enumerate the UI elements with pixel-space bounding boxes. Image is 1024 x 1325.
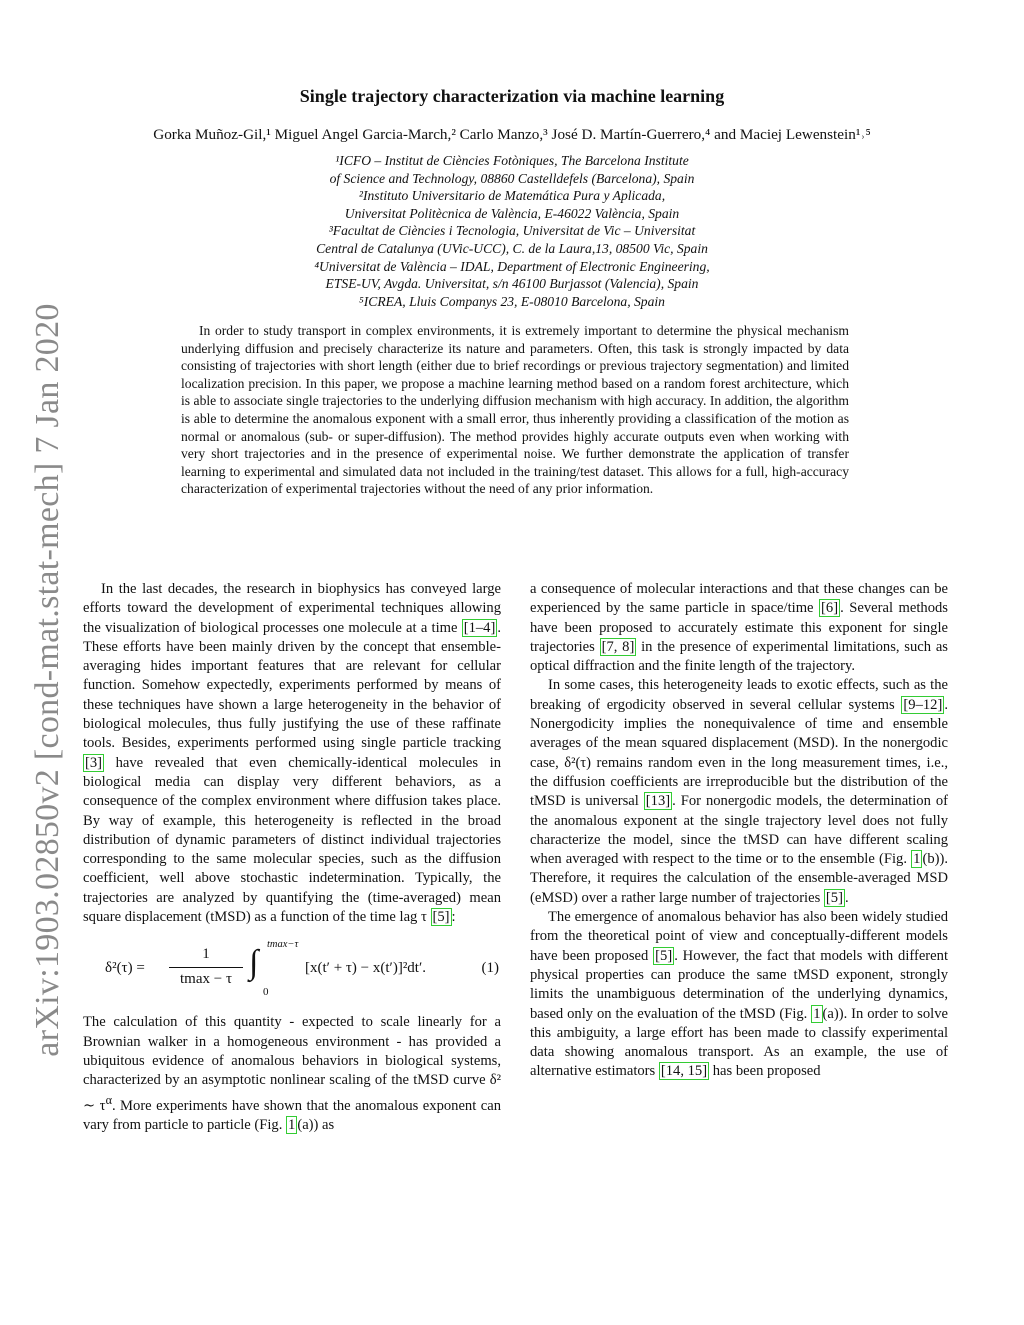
text-span: in the presence of experimental limitations, such as optical diffraction and the finite length of the trajectory. (530, 638, 948, 675)
equation-denominator: tmax − τ (180, 970, 232, 987)
intro-paragraph-5 (530, 908, 948, 1082)
integral-upper-limit: tmax−τ (267, 939, 299, 951)
text-span: have revealed that even chemically-identical molecules in biological media can display very different behaviors, as a consequence of the complex environment where diffusion takes place. By way of example, this heterogeneity is reflected in the broad distribution of dynamic parameters of distinct individual trajectories corresponding to the same molecular species, such as the diffusion coefficient, well above stochastic indetermination. Typically, the trajectories are analyzed by quantifying the (time-averaged) mean square displacement (tMSD) as a function of the time lag τ (83, 754, 501, 926)
integral-lower-limit: 0 (263, 986, 269, 999)
text-span: . However, the fact that models with different physical properties can produce the same tMSD exponent, strongly limits the unambiguous determination of the underlying dynamics, based only on the evaluation of the tMSD (Fig. (530, 947, 948, 1022)
equation-fraction (169, 945, 243, 989)
right-column (530, 580, 948, 1082)
author-list: Gorka Muñoz-Gil,¹ Miguel Angel Garcia-March,² Carlo Manzo,³ José D. Martín-Guerrero,⁴ and Maciej Lewenstein¹˒⁵ (153, 126, 871, 143)
affiliation-line: ETSE-UV, Avgda. Universitat, s/n 46100 Burjassot (Valencia), Spain (325, 276, 699, 292)
affiliation-line: Central de Catalunya (UVic-UCC), C. de la Laura,13, 08500 Vic, Spain (316, 240, 708, 256)
figure-link[interactable]: 1 (813, 1005, 821, 1022)
affiliation-line: of Science and Technology, 08860 Castelldefels (Barcelona), Spain (329, 170, 695, 186)
arxiv-id[interactable]: arXiv:1903.02850v2 [cond-mat.stat-mech] 7 Jan 2020 (29, 303, 66, 1057)
text-span: The emergence of anomalous behavior has also been widely studied from the theoretical point of view and conceptually-different models have been proposed (530, 909, 948, 964)
equation-1 (83, 937, 501, 1007)
intro-paragraph-1 (83, 580, 501, 927)
text-span: (b)). Therefore, it requires the calculation of the ensemble-averaged MSD (eMSD) over a rather large number of trajectories (530, 851, 948, 906)
text-span: . These efforts have been mainly driven by the concept that ensemble-averaging hides important features that are relevant for cellular function. Somehow expectedly, experiments performed by means of these techniques have shown a large heterogeneity in the behavior of biological molecules, thus fully justifying the use of these raffinate tools. Besides, experiments performed using single particle tracking (83, 619, 501, 752)
abstract: In order to study transport in complex environments, it is extremely important to determine the physical mechanism underlying diffusion and precisely characterize its nature and parameters. Often, this task is strongly impacted by data consisting of trajectories with short length (either due to brief recordings or previous trajectory segmentation) and limited localization precision. In this paper, we propose a machine learning method based on a random forest architecture, which is able to associate single trajectories to the underlying diffusion mechanism with high accuracy. In addition, the algorithm is able to determine the anomalous exponent with a small error, thus inherently providing a classification of the motion as normal or anomalous (sub- or super-diffusion). The method provides highly accurate outputs even when working with very short trajectories and in the presence of experimental noise. We further demonstrate the application of transfer learning to experimental and simulated data not included in the training/test dataset. This allows for a full, high-accuracy characterization of experimental trajectories without the need of any prior information. (181, 323, 849, 497)
citation-link[interactable]: [7, 8] (601, 638, 635, 655)
text-span: (a)) as (297, 1116, 335, 1133)
text-span: : (451, 909, 456, 926)
text-span: The calculation of this quantity - expected to scale linearly for a Brownian walker in a homogeneous environment - has provided a ubiquitous evidence of anomalous behaviors in biological systems, characterized by an asymptotic nonlinear scaling of the tMSD curve δ² ∼ τ (83, 1014, 501, 1114)
figure-link[interactable]: 1 (288, 1116, 296, 1133)
alpha-superscript: α (105, 1092, 112, 1107)
citation-link[interactable]: [5] (655, 947, 673, 964)
equation-integrand: [x(t′ + τ) − x(t′)]²dt′. (305, 960, 427, 977)
equation-number: (1) (481, 960, 499, 977)
citation-link[interactable]: [13] (645, 793, 671, 810)
citation-link[interactable]: [1–4] (463, 619, 496, 636)
citation-link[interactable]: [14, 15] (660, 1063, 708, 1080)
affiliation-line: ²Instituto Universitario de Matemática Pura y Aplicada, (358, 188, 666, 204)
text-span: . Several methods have been proposed to accurately estimate this exponent for single trajectories (530, 600, 948, 655)
text-span: . For nonergodic models, the determination of the anomalous exponent at the single trajectory level does not fully characterize the model, since the tMSD can have different scaling when averaged with respect to the time or to the ensemble (Fig. (530, 793, 948, 868)
citation-link[interactable]: [6] (821, 600, 839, 617)
equation-lhs: δ²(τ) = (105, 960, 145, 977)
intro-paragraph-4 (530, 676, 948, 908)
text-span: . (844, 889, 849, 906)
intro-paragraph-2 (83, 1013, 501, 1135)
affiliations (180, 152, 844, 310)
intro-paragraph-3 (530, 580, 948, 676)
text-span: In the last decades, the research in biophysics has conveyed large efforts toward the development of experimental techniques allowing the visualization of biological processes one molecule at a time (83, 581, 501, 636)
affiliation-line: ³Facultat de Ciències i Tecnologia, Universitat de Vic – Universitat (328, 223, 696, 239)
left-column (83, 580, 501, 1135)
figure-link[interactable]: 1 (913, 851, 921, 868)
citation-link[interactable]: [5] (825, 889, 843, 906)
integral-sign: ∫ (249, 944, 259, 982)
text-span: (a)). In order to solve this ambiguity, a large effort has been made to classify experimental data showing anomalous transport. As an example, the use of alternative estimators (530, 1005, 948, 1080)
affiliation-line: ⁴Universitat de València – IDAL, Department of Electronic Engineering, (314, 258, 710, 274)
paper-title: Single trajectory characterization via machine learning (299, 86, 725, 106)
affiliation-line: ¹ICFO – Institut de Ciències Fotòniques, The Barcelona Institute (335, 153, 689, 168)
citation-link[interactable]: [3] (85, 754, 103, 771)
text-span: . More experiments have shown that the anomalous exponent can vary from particle to particle (Fig. (83, 1097, 501, 1133)
text-span: . Nonergodicity implies the nonequivalence of time and ensemble averages of the mean squared displacement (MSD). In the nonergodic case, δ²(τ) remains random even in the long measurement times, i.e., the diffusion coefficients are irreproducible but the distribution of the tMSD is universal (530, 696, 948, 810)
text-span: has been proposed (709, 1063, 821, 1080)
text-span: a consequence of molecular interactions and that these changes can be experienced by the same particle in space/time (530, 581, 948, 617)
equation-numerator: 1 (169, 945, 243, 967)
affiliation-line: Universitat Politècnica de València, E-46022 València, Spain (344, 205, 680, 221)
citation-link[interactable]: [5] (432, 909, 450, 926)
affiliation-line: ⁵ICREA, Lluis Companys 23, E-08010 Barcelona, Spain (359, 293, 665, 309)
citation-link[interactable]: [9–12] (903, 696, 943, 713)
text-span: In some cases, this heterogeneity leads to exotic effects, such as the breaking of ergodicity observed in several cellular systems (530, 677, 948, 713)
